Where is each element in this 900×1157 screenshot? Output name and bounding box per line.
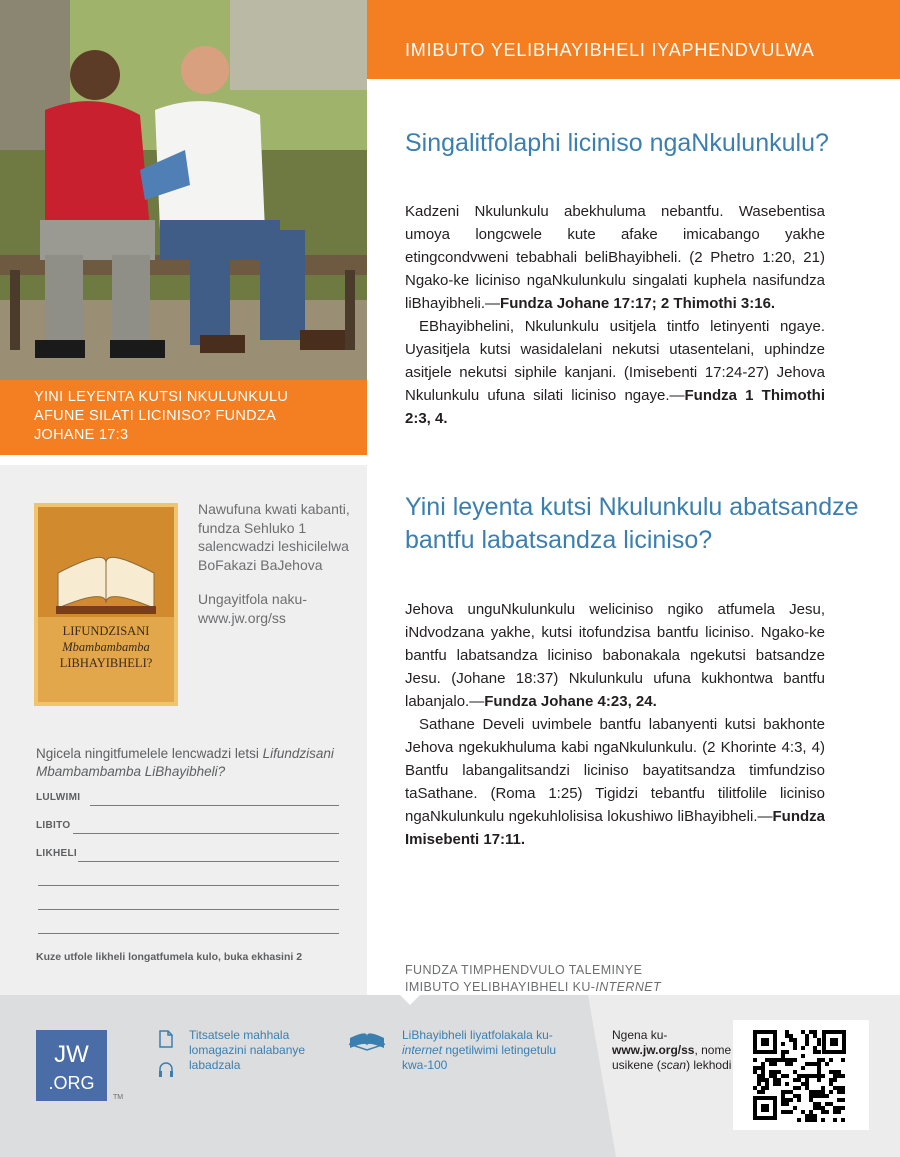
section1-body xyxy=(405,200,825,430)
online-bible-text-2: ngetilwimi letingetulu kwa-100 xyxy=(402,1043,557,1072)
section2-p1-text: Jehova unguNkulunkulu weliciniso ngiko atfumela Jesu, iNdvodzana yakhe, kutsi itofundzisa bantfu liciniso. Ngako-ke bantfu labatsandza liciniso babonakala ngekutsi batsandze Jesu. (Johane 18:37) Nkulunkulu ufuna kukhontwa bantfu labanjalo.— xyxy=(405,601,825,710)
qr-code[interactable] xyxy=(733,1020,869,1130)
section2-heading: Yini leyenta kutsi Nkulunkulu abatsandze bantfu labatsandza liciniso? xyxy=(405,493,859,554)
online-bible-text-1: LiBhayibheli liyatfolakala ku- xyxy=(402,1028,553,1042)
cover-photo xyxy=(0,0,367,380)
section1-paragraph1 xyxy=(405,200,825,315)
logo-jw: JW xyxy=(54,1041,89,1068)
section2-p2-text: Sathane Develi uvimbele bantfu labanyenti kutsi bakhonte Jehova ngekukhuluma kabi ngaNkulunkulu. (2 Khorinte 4:3, 4) Bantfu labangalitsandzi liciniso bayatitsandza timfundziso taSathane. (Roma 1:25) Tigidzi tebantfu tilitfolile liciniso ngaNkulunkulu ngekuhlolisisa lokushiwo liBhayibheli.— xyxy=(405,716,825,825)
caption-box xyxy=(0,380,367,455)
more-note-line1: FUNDZA TIMPHENDVULO TALEMINYE xyxy=(405,963,643,977)
language-field[interactable] xyxy=(36,792,339,808)
open-book-icon xyxy=(348,1030,386,1052)
book-info-url: Ungayitfola naku-www.jw.org/ss xyxy=(198,591,307,626)
section1-p1-text: Kadzeni Nkulunkulu abekhuluma nebantfu. Wasebentisa umoya longcwele kute afake imicabango yakhe etingcondvweni tebabhali beliBhayibheli. (2 Phetro 1:20, 21) Ngako-ke liciniso ngaNkulunkulu singalati kuphela nasifundza liBhayibheli.— xyxy=(405,203,825,312)
section2-paragraph1 xyxy=(405,598,825,713)
qr-code-graphic xyxy=(733,1020,869,1130)
online-bible-text xyxy=(402,1028,562,1073)
logo-org: .ORG xyxy=(48,1073,95,1093)
section2-paragraph2 xyxy=(405,713,825,851)
form-title-italic: Lifundzisani Mbambambamba LiBhayibheli? xyxy=(36,746,334,779)
more-note-line2-plain: IMIBUTO YELIBHAYIBHELI KU- xyxy=(405,980,596,994)
form-title-plain: Ngicela ningitfumelele lencwadzi letsi xyxy=(36,746,263,761)
address-line-3[interactable] xyxy=(38,909,339,910)
visit-text-scan: scan xyxy=(660,1058,687,1072)
language-label: LULWIMI xyxy=(36,792,81,803)
trademark: TM xyxy=(113,1094,124,1101)
book-title-line2: Mbambambamba xyxy=(62,640,150,654)
page-header: IMIBUTO YELIBHAYIBHELI IYAPHENDVULWA xyxy=(405,40,815,60)
name-field[interactable] xyxy=(36,820,339,836)
visit-text-1: Ngena ku- xyxy=(612,1028,668,1042)
headphones-icon xyxy=(157,1060,175,1078)
photo-caption: YINI LEYENTA KUTSI NKULUNKULU AFUNE SILATI LICINISO? FUNDZA JOHANE 17:3 xyxy=(34,389,289,443)
jw-org-logo[interactable] xyxy=(36,1030,107,1101)
section1-p2-reference: Fundza 1 Thimothi 2:3, 4. xyxy=(405,387,825,427)
website-link[interactable]: www.jw.org/ss xyxy=(612,1043,695,1057)
section1-p2-text: EBhayibhelini, Nkulunkulu usitjela tintfo letinyenti ngaye. Uyasitjela kutsi wasidalelani nekutsi utasentelani, uphindze asitjele nekutsi siphile kanjani. (Imisebenti 17:24-27) Jehova Nkulunkulu ufuna silati liciniso ngaye.— xyxy=(405,318,825,404)
document-icon xyxy=(158,1030,174,1048)
section2-p2-reference: Fundza Imisebenti 17:11. xyxy=(405,808,825,848)
name-label: LIBITO xyxy=(36,820,71,831)
book-title-line1: LIFUNDZISANI xyxy=(62,624,150,638)
book-title-line3: LIBHAYIBHELI? xyxy=(59,656,153,670)
section1-heading: Singalitfolaphi liciniso ngaNkulunkulu? xyxy=(405,129,829,157)
section1-p1-reference: Fundza Johane 17:17; 2 Thimothi 3:16. xyxy=(500,295,776,312)
book-info xyxy=(198,500,358,643)
footer-notch xyxy=(400,995,420,1005)
free-magazines-text: Titsatsele mahhala lomagazini nalabanye labadzala xyxy=(189,1028,306,1072)
section2-body xyxy=(405,598,825,851)
section2-p1-reference: Fundza Johane 4:23, 24. xyxy=(484,693,657,710)
address-field[interactable] xyxy=(36,848,339,864)
more-note-line2-italic: INTERNET xyxy=(595,980,662,994)
visit-website-text xyxy=(612,1028,732,1073)
more-note-line2 xyxy=(405,979,805,996)
visit-text-3: ) lekhodi xyxy=(686,1058,732,1072)
more-answers-note xyxy=(405,962,805,996)
online-bible-text-italic: internet xyxy=(402,1043,443,1057)
book-info-text: Nawufuna kwati kabanti, fundza Sehluko 1 salencwadzi leshicilelwa BoFakazi BaJehova xyxy=(198,501,350,573)
address-line-2[interactable] xyxy=(38,885,339,886)
address-line-4[interactable] xyxy=(38,933,339,934)
photo-illustration xyxy=(0,0,367,380)
section1-paragraph2 xyxy=(405,315,825,430)
form-note: Kuze utfole likheli longatfumela kulo, buka ekhasini 2 xyxy=(36,951,303,963)
address-label: LIKHELI xyxy=(36,848,77,859)
visit-text-2: , nome usikene ( xyxy=(612,1043,732,1072)
book-cover xyxy=(34,503,178,706)
request-form-title xyxy=(36,745,346,781)
